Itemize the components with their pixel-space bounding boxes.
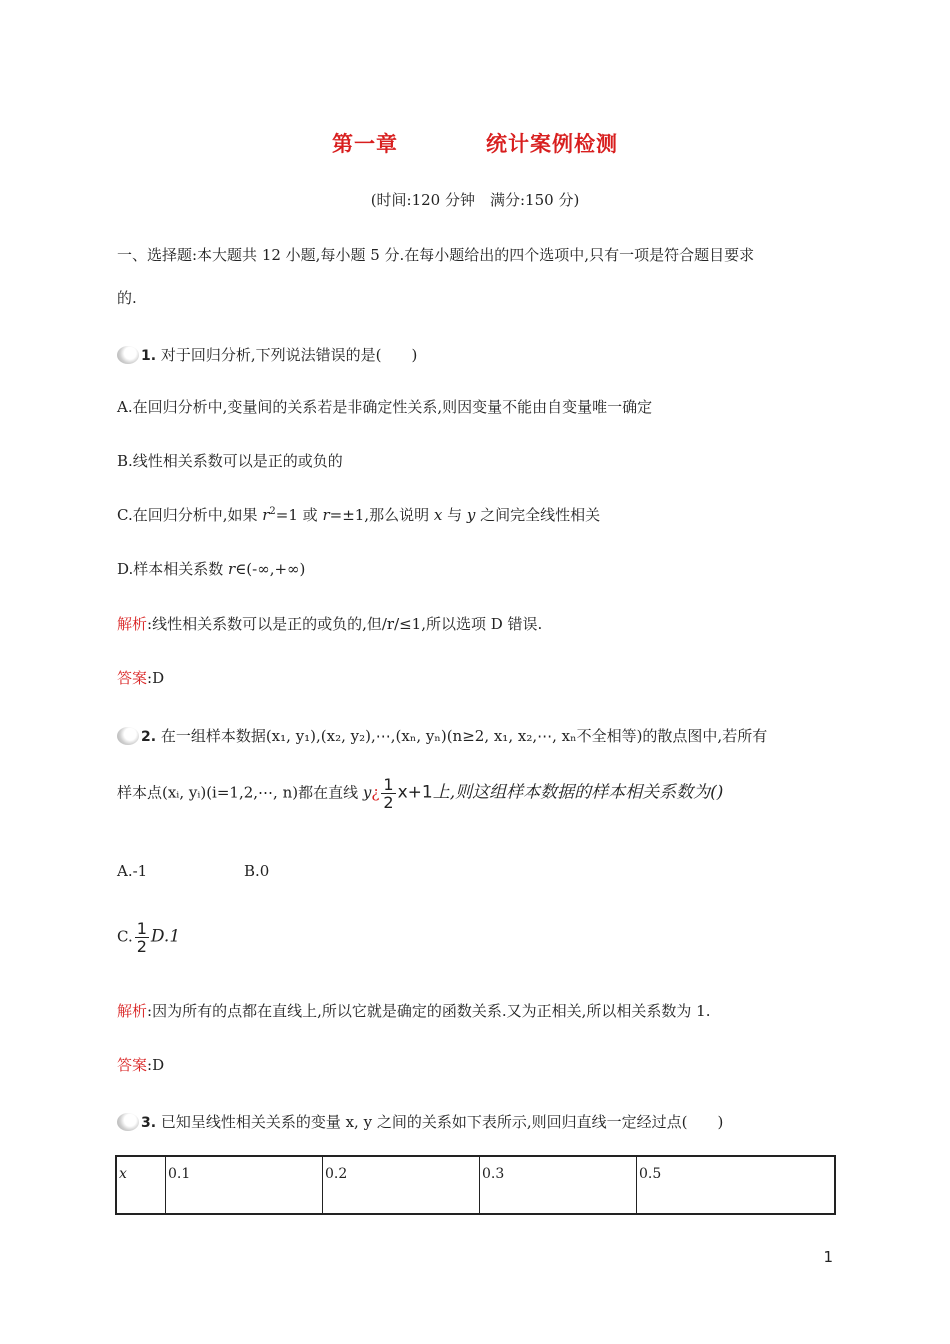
option-c bbox=[117, 504, 600, 525]
analysis-2 bbox=[117, 1000, 710, 1021]
section-heading-line2: 的. bbox=[117, 289, 137, 307]
page-number: 1 bbox=[823, 1248, 833, 1266]
answer-label: 答案 bbox=[117, 1056, 148, 1074]
fraction-numerator: 1 bbox=[136, 919, 147, 938]
var-r: r bbox=[262, 506, 270, 524]
analysis-text: :线性相关系数可以是正的或负的,但/r/≤1,所以选项 D 错误. bbox=[147, 615, 543, 633]
question-1-stem bbox=[117, 344, 417, 365]
var-y: y bbox=[466, 506, 476, 524]
var-x: x bbox=[433, 506, 443, 524]
fraction-one-half bbox=[135, 920, 149, 955]
question-text: 已知呈线性相关关系的变量 x, y 之间的关系如下表所示,则回归直线一定经过点( ) bbox=[156, 1113, 724, 1131]
superscript-2: 2 bbox=[269, 506, 276, 517]
question-number: 2. bbox=[141, 729, 157, 745]
var-r: r bbox=[228, 560, 236, 578]
exam-info: (时间:120 分钟 满分:150 分) bbox=[370, 191, 580, 209]
var-y: y bbox=[362, 783, 372, 802]
question-number: 1. bbox=[141, 348, 157, 364]
fraction-one-half bbox=[381, 776, 395, 811]
table-header-cell: x bbox=[116, 1156, 166, 1214]
option-c-text: 之间完全线性相关 bbox=[475, 506, 601, 524]
option-d-text: D.样本相关系数 bbox=[117, 560, 229, 578]
question-text: 对于回归分析,下列说法错误的是( ) bbox=[156, 346, 418, 364]
option-a: A.-1 bbox=[117, 862, 148, 880]
option-d bbox=[117, 558, 305, 579]
data-table bbox=[115, 1155, 836, 1215]
option-c-text: =1 或 bbox=[275, 506, 323, 524]
analysis-text: :因为所有的点都在直线上,所以它就是确定的函数关系.又为正相关,所以相关系数为 1. bbox=[147, 1002, 711, 1020]
option-c-text: =±1,那么说明 bbox=[329, 506, 434, 524]
page-title bbox=[0, 128, 950, 158]
fraction-denominator: 2 bbox=[383, 793, 394, 812]
line-expression: x+1 bbox=[397, 782, 433, 803]
option-c-text: 与 bbox=[442, 506, 467, 524]
option-d-text: ∈(-∞,+∞) bbox=[235, 560, 306, 578]
analysis-1 bbox=[117, 613, 542, 634]
question-bullet-icon bbox=[117, 1113, 139, 1131]
section-heading-line1: 一、选择题:本大题共 12 小题,每小题 5 分.在每小题给出的四个选项中,只有一项是符合题目要求 bbox=[117, 246, 755, 264]
option-b: B.0 bbox=[244, 862, 270, 880]
table-row bbox=[116, 1156, 835, 1214]
table-cell: 0.1 bbox=[166, 1156, 323, 1214]
question-number: 3. bbox=[141, 1115, 157, 1131]
option-c-d bbox=[117, 920, 180, 955]
table-cell: 0.5 bbox=[637, 1156, 836, 1214]
chapter-name: 统计案例检测 bbox=[486, 131, 618, 156]
fraction-numerator: 1 bbox=[383, 775, 394, 794]
broken-glyph: ¿ bbox=[371, 783, 380, 802]
answer-1 bbox=[117, 667, 164, 688]
var-r: r bbox=[322, 506, 330, 524]
question-text: 在一组样本数据(x₁, y₁),(x₂, y₂),⋯,(xₙ, yₙ)(n≥2, x₁, x₂,⋯, xₙ不全相等)的散点图中,若所有 bbox=[156, 727, 768, 745]
answer-label: 答案 bbox=[117, 669, 148, 687]
option-c-text: C.在回归分析中,如果 bbox=[117, 506, 263, 524]
option-d-label: D.1 bbox=[150, 926, 181, 947]
question-2-stem-line2 bbox=[117, 776, 723, 811]
table-cell: 0.2 bbox=[323, 1156, 480, 1214]
option-b: B.线性相关系数可以是正的或负的 bbox=[117, 452, 343, 470]
question-2-stem-line1 bbox=[117, 725, 767, 746]
analysis-label: 解析 bbox=[117, 615, 148, 633]
option-a: A.在回归分析中,变量间的关系若是非确定性关系,则因变量不能由自变量唯一确定 bbox=[117, 398, 653, 416]
fraction-denominator: 2 bbox=[136, 937, 147, 956]
option-c-label: C. bbox=[117, 927, 133, 946]
question-text-italic: 上,则这组样本数据的样本相关系数为() bbox=[432, 782, 724, 803]
answer-text: :D bbox=[147, 1056, 165, 1074]
table-cell: 0.3 bbox=[480, 1156, 637, 1214]
question-text: 样本点(xᵢ, yᵢ)(i=1,2,⋯, n)都在直线 bbox=[117, 783, 363, 802]
answer-2 bbox=[117, 1054, 164, 1075]
analysis-label: 解析 bbox=[117, 1002, 148, 1020]
question-bullet-icon bbox=[117, 346, 139, 364]
question-3-stem bbox=[117, 1111, 723, 1132]
question-bullet-icon bbox=[117, 727, 139, 745]
answer-text: :D bbox=[147, 669, 165, 687]
chapter-label: 第一章 bbox=[332, 131, 398, 156]
